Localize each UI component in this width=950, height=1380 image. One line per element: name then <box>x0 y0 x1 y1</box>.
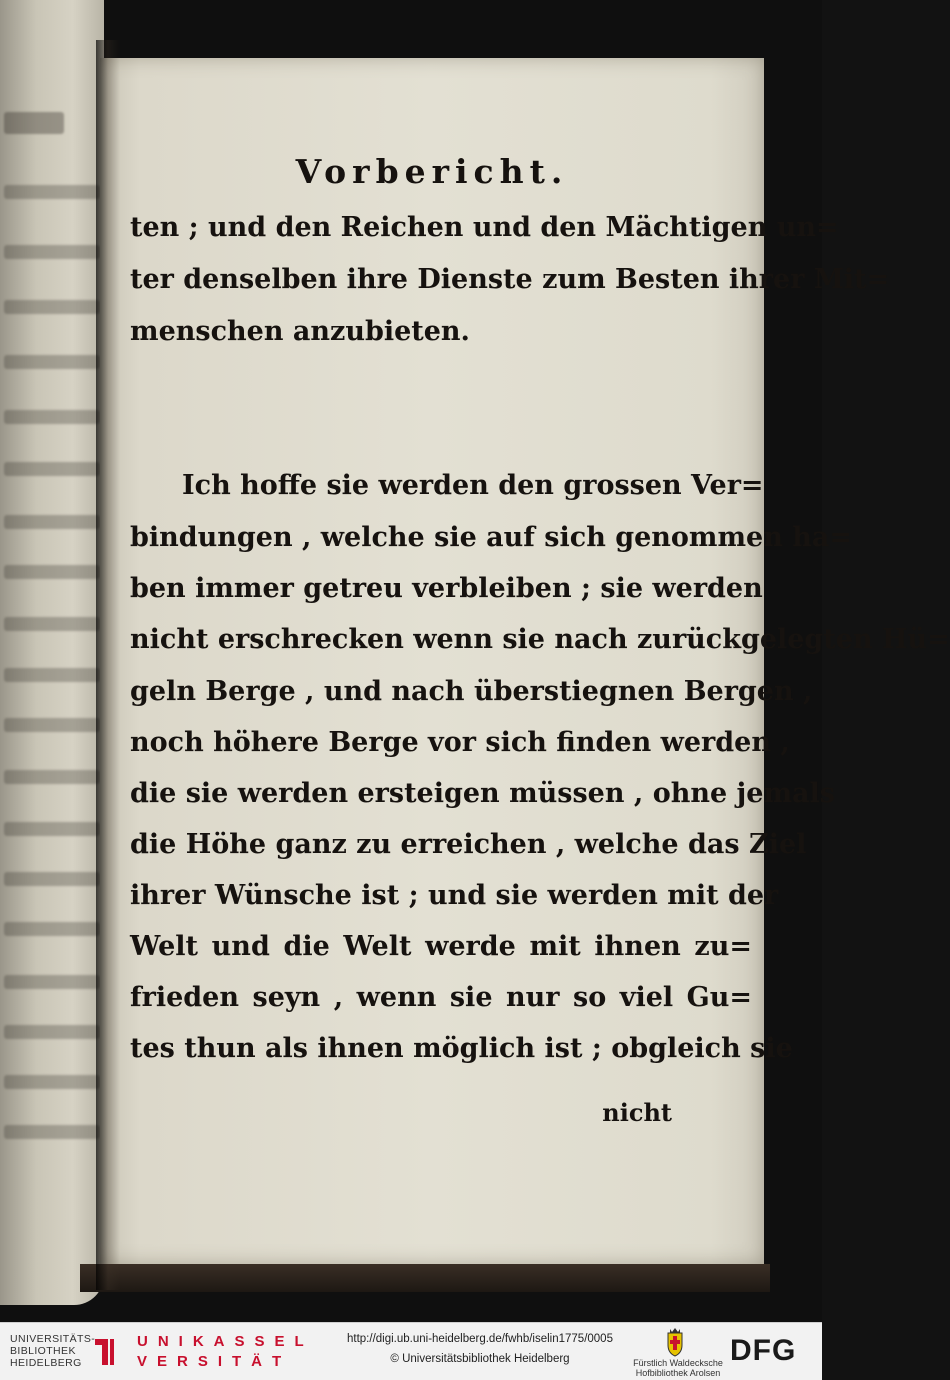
catchword: nicht <box>602 1098 672 1127</box>
uni-kassel-logo[interactable] <box>137 1332 314 1372</box>
text-line: bindungen , welche sie auf sich genommen ha= <box>130 522 853 553</box>
text-line: ten ; und den Reichen und den Mächtigen un= <box>130 212 839 243</box>
text-line: geln Berge , und nach überstiegnen Bergen , <box>130 676 813 707</box>
library-name[interactable]: UNIVERSITÄTS- BIBLIOTHEK HEIDELBERG <box>10 1333 96 1369</box>
waldeck-crest-icon <box>664 1327 686 1357</box>
waldeck-library-name[interactable]: Fürstlich Waldecksche Hofbibliothek Arolsen <box>633 1358 723 1378</box>
book-page <box>100 58 950 1264</box>
text-line: frieden seyn , wenn sie nur so viel Gu= <box>130 982 752 1013</box>
text-line: tes thun als ihnen möglich ist ; obgleich sie <box>130 1033 793 1064</box>
heidelberg-logo-icon <box>92 1335 116 1369</box>
text-line: ihrer Wünsche ist ; und sie werden mit der <box>130 880 779 911</box>
text-line: Welt und die Welt werde mit ihnen zu= <box>130 931 752 962</box>
text-line: ter denselben ihre Dienste zum Besten ihrer Mit= <box>130 264 890 295</box>
page-url[interactable]: http://digi.ub.uni-heidelberg.de/fwhb/iselin1775/0005 <box>347 1333 613 1345</box>
footer-bar <box>0 1322 822 1380</box>
text-line: menschen anzubieten. <box>130 316 470 347</box>
text-line: noch höhere Berge vor sich finden werden , <box>130 727 790 758</box>
text-line: Ich hoffe sie werden den grossen Ver= <box>182 470 764 501</box>
gutter-shadow <box>96 40 120 1290</box>
facing-page-edge <box>0 0 104 1305</box>
dfg-logo[interactable]: DFG <box>730 1334 797 1367</box>
kassel-top-text: UNIKASSEL <box>137 1333 314 1350</box>
text-line: die Höhe ganz zu erreichen , welche das Ziel <box>130 829 807 860</box>
text-line: die sie werden ersteigen müssen , ohne jemals <box>130 778 836 809</box>
page-heading: Vorbericht. <box>295 152 569 191</box>
copyright-notice: © Universitätsbibliothek Heidelberg <box>390 1353 570 1365</box>
book-cover-edge <box>80 1264 770 1292</box>
text-line: nicht erschrecken wenn sie nach zurückgelegten Hü= <box>130 624 950 655</box>
kassel-bottom-text: VERSITÄT <box>137 1353 292 1370</box>
text-line: ben immer getreu verbleiben ; sie werden <box>130 573 763 604</box>
